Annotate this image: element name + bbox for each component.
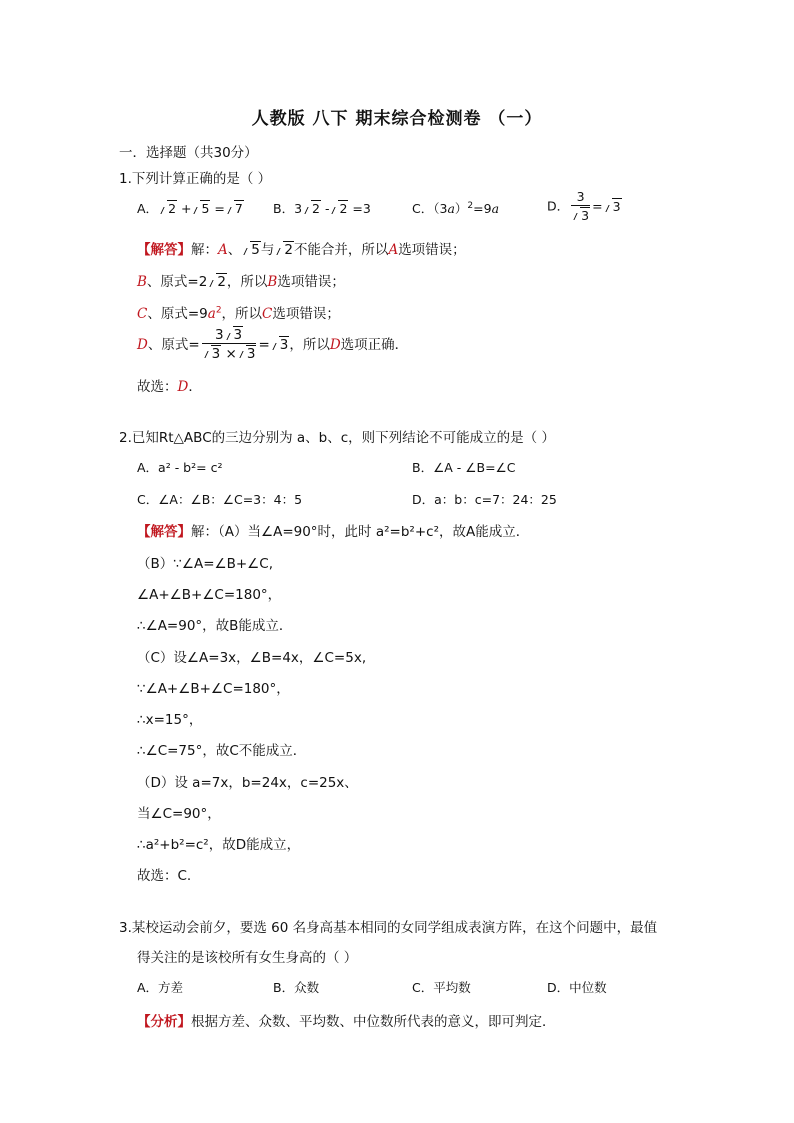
q2-solution-line-1: 【解答】解：（A）当∠A=90°时，此时 a²=b²+c²，故A能成立． (137, 524, 530, 540)
q1-option-a: A． 2 + 5 = 7 (137, 201, 243, 216)
q1-option-b: B．3 2 - 2 =3 (273, 201, 371, 216)
q1-option-c: C．$(3a)^2=9a$ (412, 200, 500, 216)
q2-solution-line-2: （B）∵∠A=∠B+∠C, (137, 556, 273, 572)
q1-stem: 1.下列计算正确的是（ ） (119, 171, 272, 187)
q2-option-c: C．∠A：∠B：∠C=3：4：5 (137, 492, 303, 507)
q2-answer: 故选：C. (137, 868, 192, 884)
q3-option-d: D．中位数 (547, 980, 607, 995)
q3-option-b: B．众数 (273, 980, 320, 995)
q2-solution-line-11: ∴a²+b²=c²，故D能成立， (137, 837, 301, 853)
q2-solution-line-8: ∴∠C=75°，故C不能成立． (137, 743, 307, 759)
q1-solution-line-2: B、原式=2 2，所以B选项错误； (137, 274, 345, 290)
q2-solution-line-10: 当∠C=90°， (137, 806, 221, 822)
q2-solution-line-6: ∵∠A+∠B+∠C=180°， (137, 681, 290, 697)
q2-option-a: A．a² - b²= c² (137, 460, 223, 475)
exam-title: 人教版 八下 期末综合检测卷 （一） (251, 109, 543, 129)
q3-stem-line-2: 得关注的是该校所有女生身高的（ ） (137, 950, 358, 966)
q3-option-c: C．平均数 (412, 980, 471, 995)
q2-stem: 2.已知Rt△ABC的三边分别为 a、b、c，则下列结论不可能成立的是（ ） (119, 430, 555, 446)
q1-solution-line-4: D、原式= $\frac{3 3}{3 \times 3}$ = 3，所以D选项正确． (137, 327, 409, 362)
q2-option-b: B．∠A - ∠B=∠C (412, 460, 516, 475)
q3-analysis: 【分析】根据方差、众数、平均数、中位数所代表的意义，即可判定． (137, 1014, 556, 1030)
q3-option-a: A．方差 (137, 980, 184, 995)
q2-solution-line-5: （C）设∠A=3x，∠B=4x，∠C=5x, (137, 650, 367, 666)
q1-answer: 故选：D． (137, 379, 202, 395)
q3-stem-line-1: 3.某校运动会前夕，要选 60 名身高基本相同的女同学组成表演方阵，在这个问题中，最值 (119, 920, 658, 936)
q2-solution-line-3: ∠A+∠B+∠C=180°， (137, 587, 282, 603)
q1-solution-line-3: C、原式$=9a^2$，所以C选项错误； (137, 305, 340, 322)
q1-solution-line-1: 【解答】解：A、 5与 2不能合并，所以A选项错误； (137, 242, 466, 258)
q2-solution-line-9: （D）设 a=7x，b=24x，c=25x、 (137, 775, 358, 791)
q2-option-d: D．a：b：c=7：24：25 (412, 492, 557, 507)
section-heading: 一．选择题（共30分） (119, 145, 258, 161)
q1-option-d: D． $\frac{3}{3}$ = 3 (547, 189, 621, 223)
q2-solution-line-4: ∴∠A=90°，故B能成立． (137, 618, 293, 634)
q2-solution-line-7: ∴x=15°， (137, 712, 203, 728)
